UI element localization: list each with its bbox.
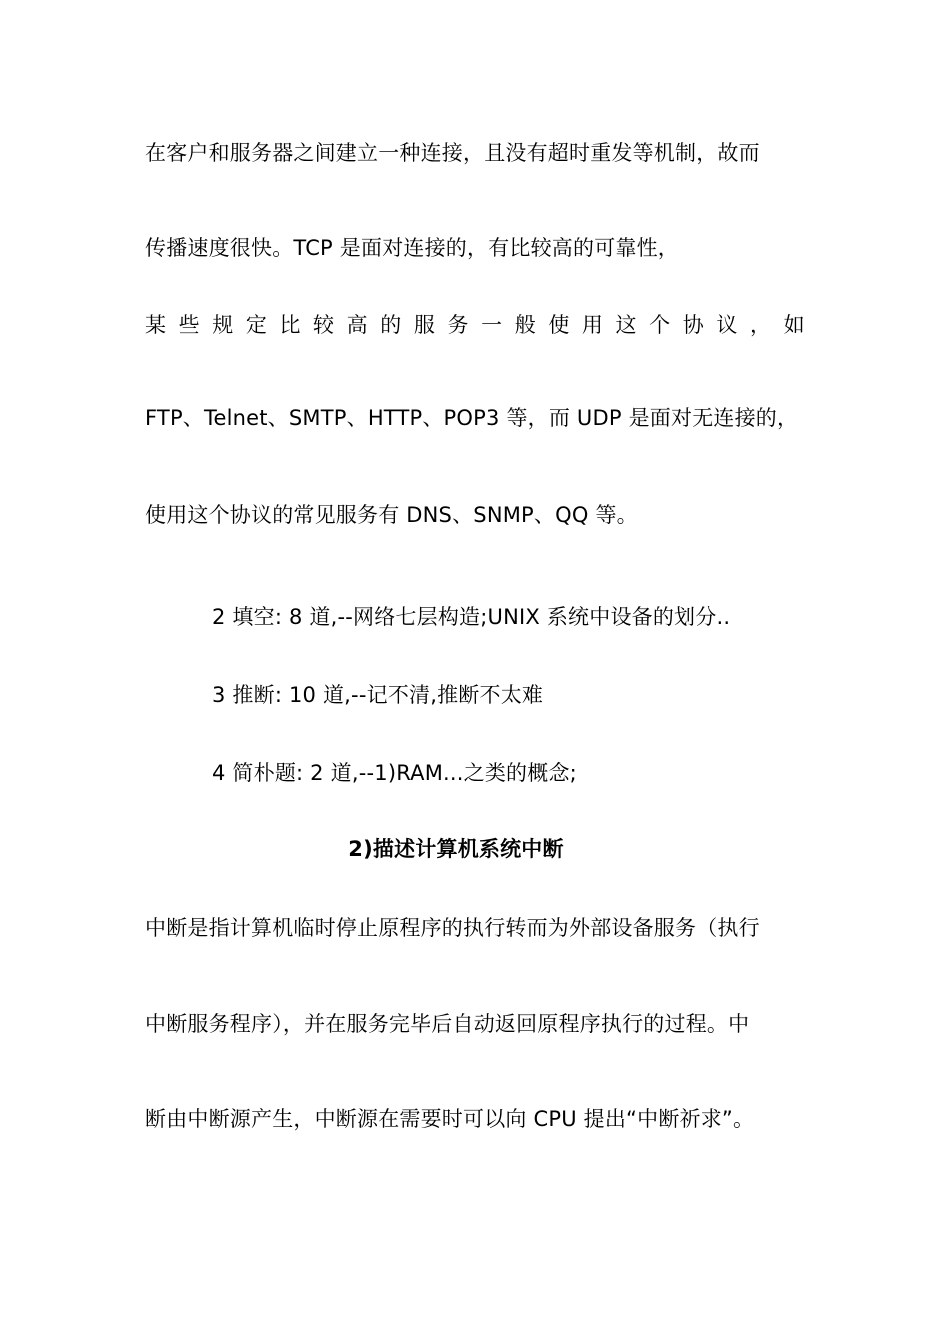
justified-char: 某 [145, 313, 167, 337]
justified-char: 个 [649, 313, 671, 337]
justified-char: 一 [481, 313, 503, 337]
justified-char: 务 [447, 313, 469, 337]
justified-char: ， [749, 313, 772, 337]
paragraph-line: FTP、Telnet、SMTP、HTTP、POP3 等，而 UDP 是面对无连接的， [145, 406, 799, 430]
justified-char: 如 [783, 313, 805, 337]
paragraph-line: 中断是指计算机临时停止原程序的执行转而为外部设备服务（执行 [145, 916, 760, 940]
paragraph-line: 断由中断源产生，中断源在需要时可以向 CPU 提出“中断祈求”。 [145, 1107, 755, 1131]
section-heading: 2)描述计算机系统中断 [348, 837, 564, 861]
paragraph-line: 在客户和服务器之间建立一种连接，且没有超时重发等机制，故而 [145, 141, 760, 165]
justified-char: 规 [212, 313, 234, 337]
justified-char: 服 [413, 313, 436, 337]
justified-paragraph-line [145, 312, 805, 338]
list-item: 4 简朴题: 2 道,--1)RAM...之类的概念; [212, 761, 577, 785]
paragraph-line: 传播速度很快。TCP 是面对连接的，有比较高的可靠性， [145, 236, 679, 260]
justified-char: 高 [346, 313, 368, 337]
justified-char: 议 [716, 313, 738, 337]
list-item: 2 填空: 8 道,--网络七层构造;UNIX 系统中设备的划分.. [212, 605, 731, 629]
justified-char: 这 [615, 313, 637, 337]
justified-char: 协 [682, 313, 704, 337]
justified-char: 定 [245, 313, 268, 337]
justified-char: 的 [380, 313, 402, 337]
justified-char: 使 [548, 313, 570, 337]
paragraph-line: 中断服务程序），并在服务完毕后自动返回原程序执行的过程。中 [145, 1012, 750, 1036]
list-item: 3 推断: 10 道,--记不清,推断不太难 [212, 683, 544, 707]
justified-char: 般 [514, 313, 536, 337]
justified-char: 些 [178, 313, 200, 337]
justified-char: 较 [313, 313, 335, 337]
justified-char: 用 [581, 313, 604, 337]
justified-char: 比 [279, 313, 301, 337]
paragraph-line: 使用这个协议的常见服务有 DNS、SNMP、QQ 等。 [145, 503, 638, 527]
